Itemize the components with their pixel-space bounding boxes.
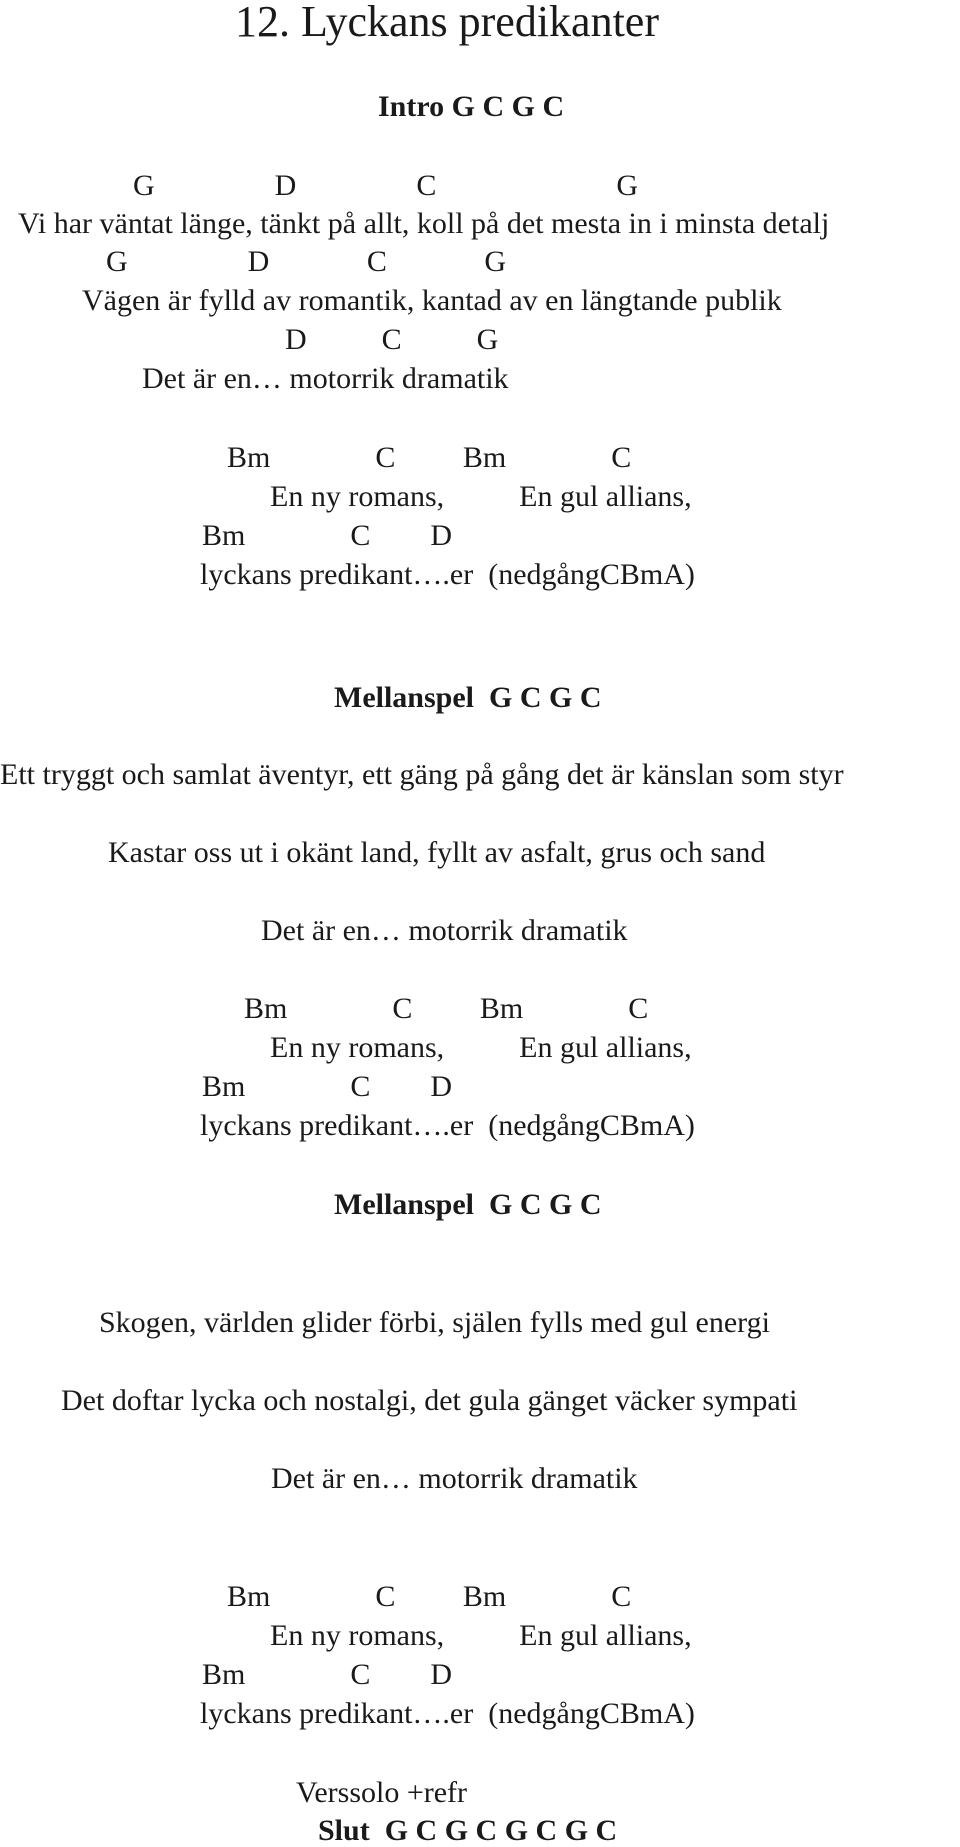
interlude2-line: Mellanspel G C G C [334,1188,602,1221]
verse2-line-3: Det är en… motorrik dramatik [261,914,628,947]
verssolo-line: Verssolo +refr [296,1776,468,1809]
verse2-line-1: Ett tryggt och samlat äventyr, ett gäng på gång det är känslan som styr [0,758,844,791]
chorus3-lyric-2: lyckans predikant….er (nedgångCBmA) [200,1697,695,1730]
verse2-line-2: Kastar oss ut i okänt land, fyllt av asfalt, grus och sand [108,836,766,869]
verse3-line-2: Det doftar lycka och nostalgi, det gula gänget väcker sympati [61,1384,798,1417]
chorus2-lyric-2: lyckans predikant….er (nedgångCBmA) [200,1109,695,1142]
verse1-chords-1: G D C G [133,169,639,202]
chorus2-chords-1: Bm C Bm C [244,992,649,1025]
verse1-lyric-1: Vi har väntat länge, tänkt på allt, koll på det mesta in i minsta detalj [18,207,830,240]
chorus2-lyric-1: En ny romans, En gul allians, [270,1031,692,1064]
chorus1-chords-1: Bm C Bm C [227,441,632,474]
verse1-lyric-3: Det är en… motorrik dramatik [142,362,509,395]
chorus2-chords-2: Bm C D [202,1070,453,1103]
verse3-line-3: Det är en… motorrik dramatik [271,1462,638,1495]
verse1-chords-2: G D C G [106,245,507,278]
chorus3-chords-1: Bm C Bm C [227,1580,632,1613]
verse1-chords-3: D C G [285,323,499,356]
chorus3-lyric-1: En ny romans, En gul allians, [270,1619,692,1652]
intro-line: Intro G C G C [378,90,565,123]
song-title: 12. Lyckans predikanter [235,0,659,46]
chorus1-chords-2: Bm C D [202,519,453,552]
interlude1-line: Mellanspel G C G C [334,681,602,714]
verse1-lyric-2: Vägen är fylld av romantik, kantad av en längtande publik [82,284,782,317]
chorus3-chords-2: Bm C D [202,1658,453,1691]
chorus1-lyric-1: En ny romans, En gul allians, [270,480,692,513]
verse3-line-1: Skogen, världen glider förbi, själen fylls med gul energi [99,1306,770,1339]
chorus1-lyric-2: lyckans predikant….er (nedgångCBmA) [200,558,695,591]
ending-line: Slut G C G C G C G C [318,1814,618,1847]
